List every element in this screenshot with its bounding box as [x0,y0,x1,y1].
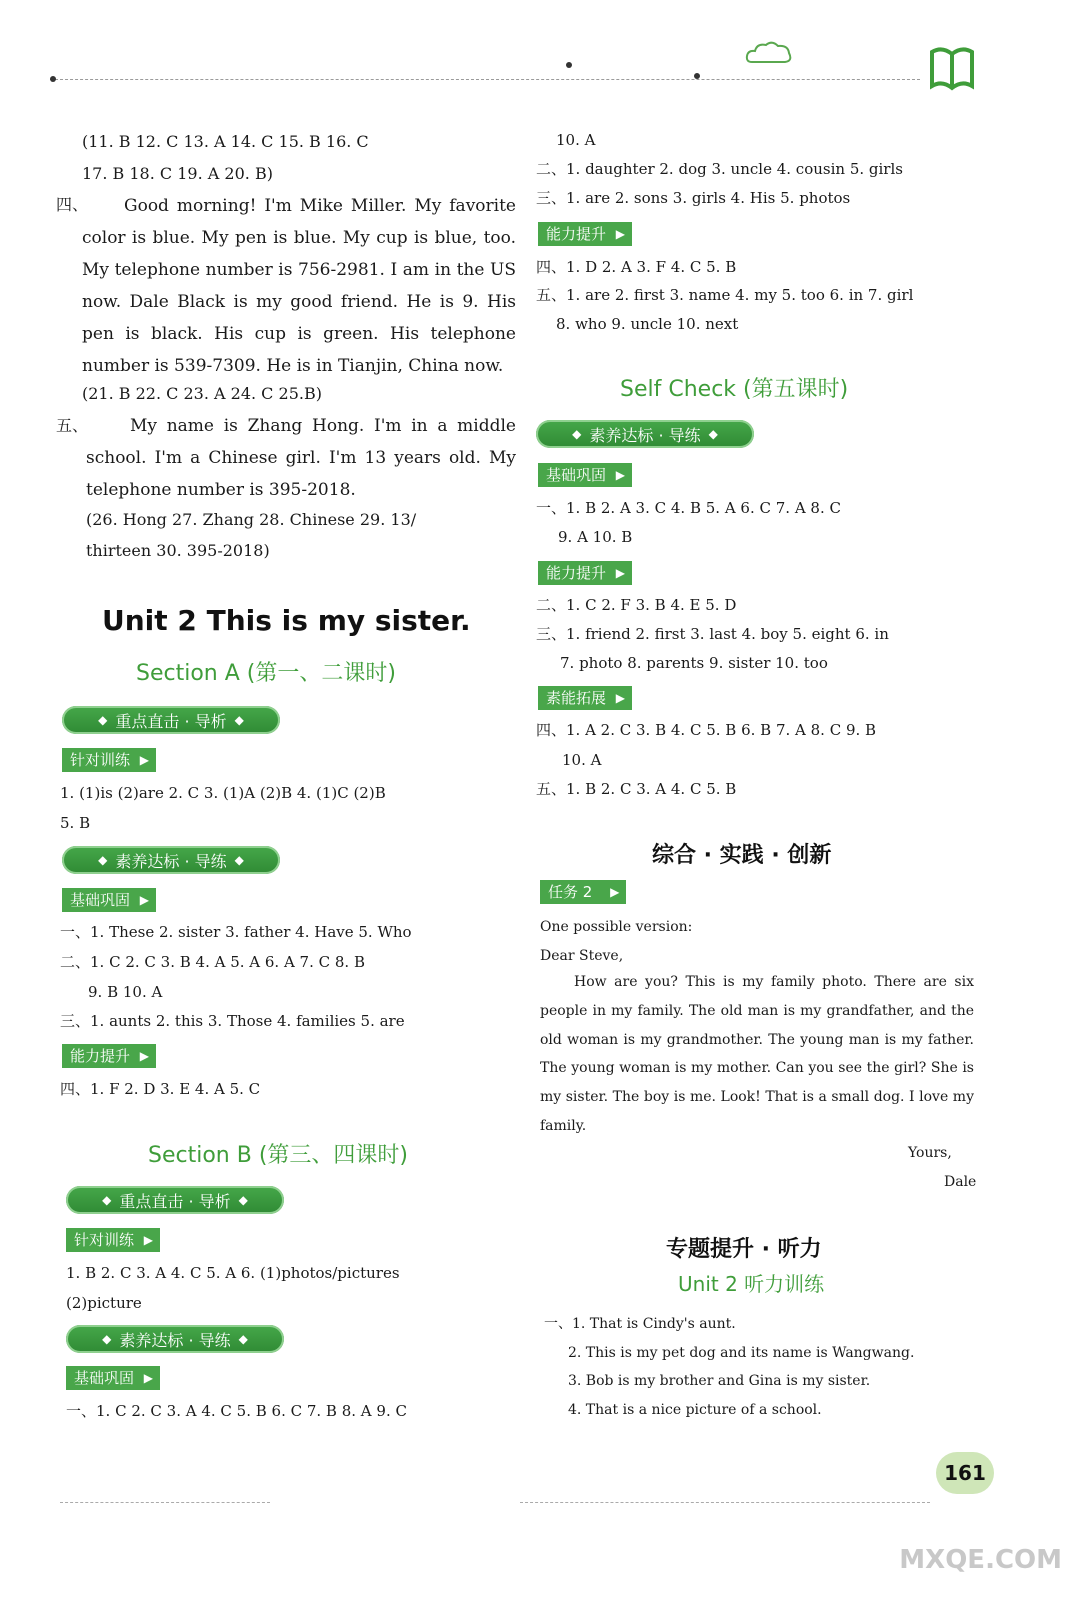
section-subtitle: Unit 2 听力训练 [678,1272,825,1296]
letter-signature: Dale [944,1174,977,1190]
answer-line: 一、1. These 2. sister 3. father 4. Have 5. Who [60,923,412,941]
question-label: 四、 [56,195,89,214]
section-title: Section B (第三、四课时) [148,1143,408,1168]
diamond-icon: ◆ [234,853,244,867]
diamond-icon: ◆ [98,713,108,727]
diamond-icon: ◆ [238,1193,248,1207]
diamond-icon: ◆ [234,713,244,727]
category-tag [62,1044,156,1068]
answer-line: 二、1. C 2. C 3. B 4. A 5. A 6. A 7. C 8. B [60,953,365,971]
watermark: MXQE.COM [899,1545,1062,1575]
answer-line: 10. A [556,131,596,149]
answer-line: 四、1. D 2. A 3. F 4. C 5. B [536,258,737,276]
category-tag [538,463,632,487]
transcript-line: 3. Bob is my brother and Gina is my sister. [568,1373,871,1389]
answer-line: (21. B 22. C 23. A 24. C 25.B) [82,384,322,403]
section-banner [66,1186,284,1214]
page-number: 161 [936,1452,994,1494]
letter-intro: One possible version: [540,919,693,935]
diamond-icon: ◆ [238,1332,248,1346]
answer-line: 二、1. daughter 2. dog 3. uncle 4. cousin 5. girls [536,160,903,178]
answer-line: 三、1. are 2. sons 3. girls 4. His 5. photos [536,189,851,207]
answer-line: 9. B 10. A [88,983,163,1001]
tag-label: 基础巩固 [74,1369,135,1387]
diamond-icon: ◆ [572,427,582,441]
arrow-right-icon: ▶ [615,566,626,580]
answer-line: 9. A 10. B [558,528,633,546]
banner-label: 素养达标 · 导练 [115,851,227,871]
arrow-right-icon: ▶ [139,1049,150,1063]
answer-line: 5. B [60,814,91,832]
banner-label: 重点直击 · 导析 [119,1191,231,1211]
banner-label: 素养达标 · 导练 [119,1330,231,1350]
answer-line: 8. who 9. uncle 10. next [556,315,739,333]
answer-line: (2)picture [66,1294,142,1312]
footer-divider [60,1502,270,1503]
category-tag [66,1366,160,1390]
arrow-right-icon: ▶ [143,1233,154,1247]
arrow-right-icon: ▶ [615,227,626,241]
answer-line: 四、1. F 2. D 3. E 4. A 5. C [60,1080,261,1098]
section-title: 综合 · 实践 · 创新 [652,843,832,868]
section-banner [62,846,280,874]
section-banner [66,1325,284,1353]
tag-label: 能力提升 [546,564,607,582]
arrow-right-icon: ▶ [615,691,626,705]
answer-line: 1. (1)is (2)are 2. C 3. (1)A (2)B 4. (1)C (2)B [60,784,386,802]
header-dot [566,62,572,68]
category-tag [66,1228,160,1252]
category-tag [538,686,632,710]
tag-label: 基础巩固 [546,466,607,484]
category-tag [538,222,632,246]
answer-line: 三、1. friend 2. first 3. last 4. boy 5. eight 6. in [536,625,889,643]
answer-line: (26. Hong 27. Zhang 28. Chinese 29. 13/ [86,510,417,529]
cloud-icon [744,40,794,66]
task-tag [540,880,626,904]
category-tag [62,888,156,912]
diamond-icon: ◆ [98,853,108,867]
transcript-line: 一、1. That is Cindy's aunt. [544,1316,736,1332]
answer-line: 四、1. A 2. C 3. B 4. C 5. B 6. B 7. A 8. C 9. B [536,721,877,739]
unit-title: Unit 2 This is my sister. [102,604,471,637]
tag-label: 素能拓展 [546,689,607,707]
tag-label: 能力提升 [70,1047,131,1065]
letter-closing: Yours, [908,1145,952,1161]
book-icon [928,44,976,92]
tag-label: 任务 2 [548,883,593,901]
answer-line: 17. B 18. C 19. A 20. B) [82,164,273,183]
question-label: 五、 [56,416,89,435]
answer-line: 五、1. are 2. first 3. name 4. my 5. too 6. in 7. girl [536,286,914,304]
tag-label: 基础巩固 [70,891,131,909]
diamond-icon: ◆ [102,1193,112,1207]
listening-script: Good morning! I'm Mike Miller. My favorite color is blue. My pen is blue. My cup is blue, too. My telephone number is 756-2981. I am in the US now. Dale Black is my good friend. He is 9. His pen is black. His cup is green. His telephone number is 539-7309. He is in Tianjin, China now. [82,196,516,376]
diamond-icon: ◆ [708,427,718,441]
transcript-line: 4. That is a nice picture of a school. [568,1402,822,1418]
diamond-icon: ◆ [102,1332,112,1346]
section-banner [536,420,754,448]
banner-label: 重点直击 · 导析 [115,711,227,731]
answer-line: thirteen 30. 395-2018) [86,541,270,560]
answer-line: 7. photo 8. parents 9. sister 10. too [560,654,828,672]
arrow-right-icon: ▶ [139,893,150,907]
category-tag [538,561,632,585]
answer-line: (11. B 12. C 13. A 14. C 15. B 16. C [82,132,369,151]
listening-script: My name is Zhang Hong. I'm in a middle school. I'm a Chinese girl. I'm 13 years old. My telephone number is 395-2018. [86,416,516,500]
arrow-right-icon: ▶ [610,885,620,899]
arrow-right-icon: ▶ [139,753,150,767]
category-tag [62,748,156,772]
footer-divider [520,1502,930,1503]
answer-line: 三、1. aunts 2. this 3. Those 4. families 5. are [60,1012,405,1030]
header-dot [694,73,700,79]
arrow-right-icon: ▶ [143,1371,154,1385]
section-banner [62,706,280,734]
answer-line: 五、1. B 2. C 3. A 4. C 5. B [536,780,737,798]
header-divider [50,79,920,80]
tag-label: 针对训练 [70,751,131,769]
section-title: 专题提升 · 听力 [666,1237,822,1262]
transcript-line: 2. This is my pet dog and its name is Wangwang. [568,1345,915,1361]
answer-line: 一、1. B 2. A 3. C 4. B 5. A 6. C 7. A 8. C [536,499,841,517]
answer-line: 1. B 2. C 3. A 4. C 5. A 6. (1)photos/pictures [66,1264,400,1282]
section-title: Self Check (第五课时) [620,377,849,402]
tag-label: 针对训练 [74,1231,135,1249]
answer-line: 10. A [562,751,602,769]
letter-body: How are you? This is my family photo. There are six people in my family. The old man is my grandfather, and the old woman is my grandmother. The young man is my father. The young woman is my mother. Can you see the girl? She is my sister. The boy is me. Look! That is a small dog. I love my family. [540,974,974,1134]
answer-line: 一、1. C 2. C 3. A 4. C 5. B 6. C 7. B 8. A 9. C [66,1402,407,1420]
arrow-right-icon: ▶ [615,468,626,482]
tag-label: 能力提升 [546,225,607,243]
banner-label: 素养达标 · 导练 [589,425,701,445]
section-title: Section A (第一、二课时) [136,661,396,686]
answer-line: 二、1. C 2. F 3. B 4. E 5. D [536,596,737,614]
letter-greeting: Dear Steve, [540,948,624,964]
header-dot [50,76,56,82]
